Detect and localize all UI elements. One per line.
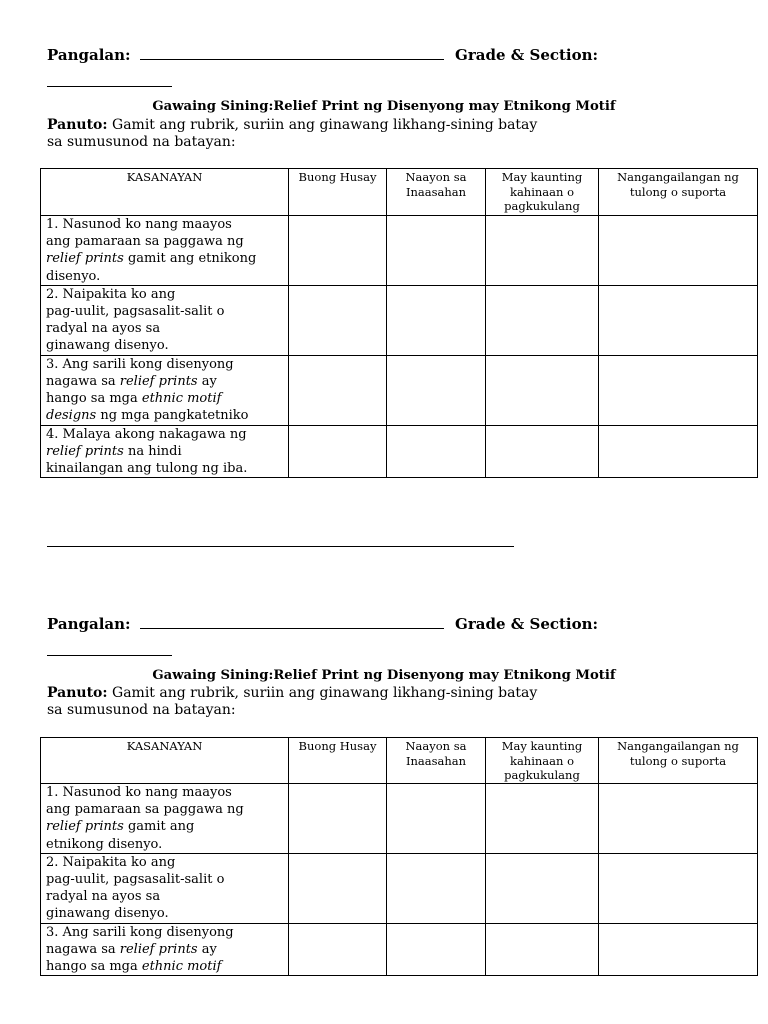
criterion-text: 1. Nasunod ko nang maayos [46, 785, 232, 800]
criterion-text: hango sa mga [46, 959, 142, 975]
criterion-text: hango sa mga [46, 391, 142, 407]
rubric-row [41, 216, 758, 286]
column-header-may-kaunting: May kaunting kahinaan o pagkukulang [486, 169, 599, 216]
criterion-text: ang pamaraan sa paggawa ng [46, 234, 244, 250]
rating-cell-nangangailangan[interactable] [599, 355, 758, 425]
rating-cell-nangangailangan[interactable] [599, 853, 758, 923]
rating-cell-may-kaunting[interactable] [486, 216, 599, 286]
column-header-naayon: Naayon sa Inaasahan [387, 169, 486, 216]
rating-cell-nangangailangan[interactable] [599, 216, 758, 286]
instruction-line-2: sa sumusunod na batayan: [47, 134, 236, 150]
criterion-text-italic: relief prints [46, 443, 124, 459]
criterion-cell [41, 923, 289, 976]
rating-cell-buong-husay[interactable] [289, 285, 387, 355]
criterion-text: nagawa sa [46, 373, 120, 389]
name-grade-line [47, 44, 598, 64]
criterion-text: 2. Naipakita ko ang [46, 286, 176, 302]
criterion-text: gamit ang [123, 819, 195, 835]
rating-cell-may-kaunting[interactable] [486, 923, 599, 976]
rubric-header-row [41, 169, 758, 216]
criterion-text-italic: designs [46, 408, 97, 424]
rating-cell-naayon[interactable] [387, 923, 486, 976]
criterion-cell [41, 784, 289, 854]
rating-cell-naayon[interactable] [387, 853, 486, 923]
column-header-nangangailangan: Nangangailangan ng tulong o suporta [599, 738, 758, 784]
name-grade-line [47, 613, 598, 633]
grade-section-blank[interactable] [47, 86, 172, 87]
criterion-text: na hindi [123, 443, 182, 459]
instruction-line-1: Gamit ang rubrik, suriin ang ginawang likhang-sining batay [107, 685, 538, 701]
rating-cell-buong-husay[interactable] [289, 784, 387, 854]
criterion-text: gamit ang etnikong [123, 251, 257, 267]
name-blank[interactable] [140, 613, 444, 629]
instruction-line-2: sa sumusunod na batayan: [47, 702, 236, 718]
rating-cell-buong-husay[interactable] [289, 923, 387, 976]
rating-cell-may-kaunting[interactable] [486, 784, 599, 854]
criterion-cell [41, 285, 289, 355]
rating-cell-nangangailangan[interactable] [599, 425, 758, 478]
criterion-text: kinailangan ang tulong ng iba. [46, 461, 248, 477]
name-label: Pangalan: [47, 615, 131, 633]
column-header-buong-husay: Buong Husay [289, 738, 387, 784]
rating-cell-naayon[interactable] [387, 216, 486, 286]
criterion-text-italic: ethnic motif [141, 959, 222, 975]
rubric-header-row [41, 738, 758, 784]
rubric-row [41, 425, 758, 478]
criterion-text: ang pamaraan sa paggawa ng [46, 802, 244, 818]
name-blank[interactable] [140, 44, 444, 60]
rating-cell-naayon[interactable] [387, 425, 486, 478]
criterion-text: 4. Malaya akong nakagawa ng [46, 426, 247, 442]
criterion-cell [41, 216, 289, 286]
rating-cell-may-kaunting[interactable] [486, 853, 599, 923]
criterion-text-italic: relief prints [119, 373, 198, 389]
rubric-table [40, 737, 758, 976]
criterion-text: 2. Naipakita ko ang [46, 854, 176, 870]
criterion-text: etnikong disenyo. [46, 836, 163, 852]
rating-cell-nangangailangan[interactable] [599, 285, 758, 355]
rating-cell-buong-husay[interactable] [289, 216, 387, 286]
criterion-cell [41, 355, 289, 425]
rubric-row [41, 923, 758, 976]
rubric-row [41, 784, 758, 854]
column-header-kasanayan: KASANAYAN [41, 738, 289, 784]
criterion-text: pag-uulit, pagsasalit-salit o [46, 872, 225, 888]
criterion-text: ay [197, 941, 217, 957]
criterion-text: ay [197, 373, 217, 389]
criterion-text: ng mga pangkatetniko [96, 408, 249, 424]
grade-section-blank[interactable] [47, 655, 172, 656]
rating-cell-nangangailangan[interactable] [599, 923, 758, 976]
instruction-line-1: Gamit ang rubrik, suriin ang ginawang likhang-sining batay [107, 117, 538, 133]
column-header-may-kaunting: May kaunting kahinaan o pagkukulang [486, 738, 599, 784]
rubric-table [40, 168, 758, 478]
instruction-label: Panuto: [47, 685, 108, 701]
rating-cell-naayon[interactable] [387, 285, 486, 355]
rating-cell-buong-husay[interactable] [289, 425, 387, 478]
instruction-label: Panuto: [47, 117, 108, 133]
rating-cell-may-kaunting[interactable] [486, 355, 599, 425]
criterion-text: ginawang disenyo. [46, 906, 169, 922]
worksheet-title: Gawaing Sining:Relief Print ng Disenyong may Etnikong Motif [152, 668, 616, 683]
criterion-cell [41, 853, 289, 923]
column-header-naayon: Naayon sa Inaasahan [387, 738, 486, 784]
rubric-row [41, 285, 758, 355]
separator-line [47, 546, 514, 547]
column-header-buong-husay: Buong Husay [289, 169, 387, 216]
criterion-text: radyal na ayos sa [46, 321, 161, 337]
rating-cell-may-kaunting[interactable] [486, 285, 599, 355]
grade-section-label: Grade & Section: [455, 615, 599, 633]
criterion-text: 3. Ang sarili kong disenyong [46, 356, 234, 372]
criterion-text-italic: relief prints [119, 941, 198, 957]
worksheet-title: Gawaing Sining:Relief Print ng Disenyong may Etnikong Motif [152, 99, 616, 114]
rating-cell-nangangailangan[interactable] [599, 784, 758, 854]
criterion-text: disenyo. [46, 268, 101, 284]
name-label: Pangalan: [47, 46, 131, 64]
criterion-text: 1. Nasunod ko nang maayos [46, 217, 232, 232]
grade-section-label: Grade & Section: [455, 46, 599, 64]
criterion-text: ginawang disenyo. [46, 338, 169, 354]
rubric-row [41, 355, 758, 425]
column-header-nangangailangan: Nangangailangan ng tulong o suporta [599, 169, 758, 216]
criterion-cell [41, 425, 289, 478]
rating-cell-naayon[interactable] [387, 784, 486, 854]
criterion-text-italic: relief prints [46, 819, 124, 835]
criterion-text: 3. Ang sarili kong disenyong [46, 924, 234, 940]
criterion-text: radyal na ayos sa [46, 889, 161, 905]
criterion-text-italic: ethnic motif [141, 391, 222, 407]
criterion-text: nagawa sa [46, 941, 120, 957]
instructions [47, 685, 607, 719]
rating-cell-buong-husay[interactable] [289, 853, 387, 923]
instructions [47, 117, 607, 151]
rating-cell-may-kaunting[interactable] [486, 425, 599, 478]
column-header-kasanayan: KASANAYAN [41, 169, 289, 216]
criterion-text: pag-uulit, pagsasalit-salit o [46, 304, 225, 320]
criterion-text-italic: relief prints [46, 251, 124, 267]
rating-cell-naayon[interactable] [387, 355, 486, 425]
rating-cell-buong-husay[interactable] [289, 355, 387, 425]
rubric-row [41, 853, 758, 923]
